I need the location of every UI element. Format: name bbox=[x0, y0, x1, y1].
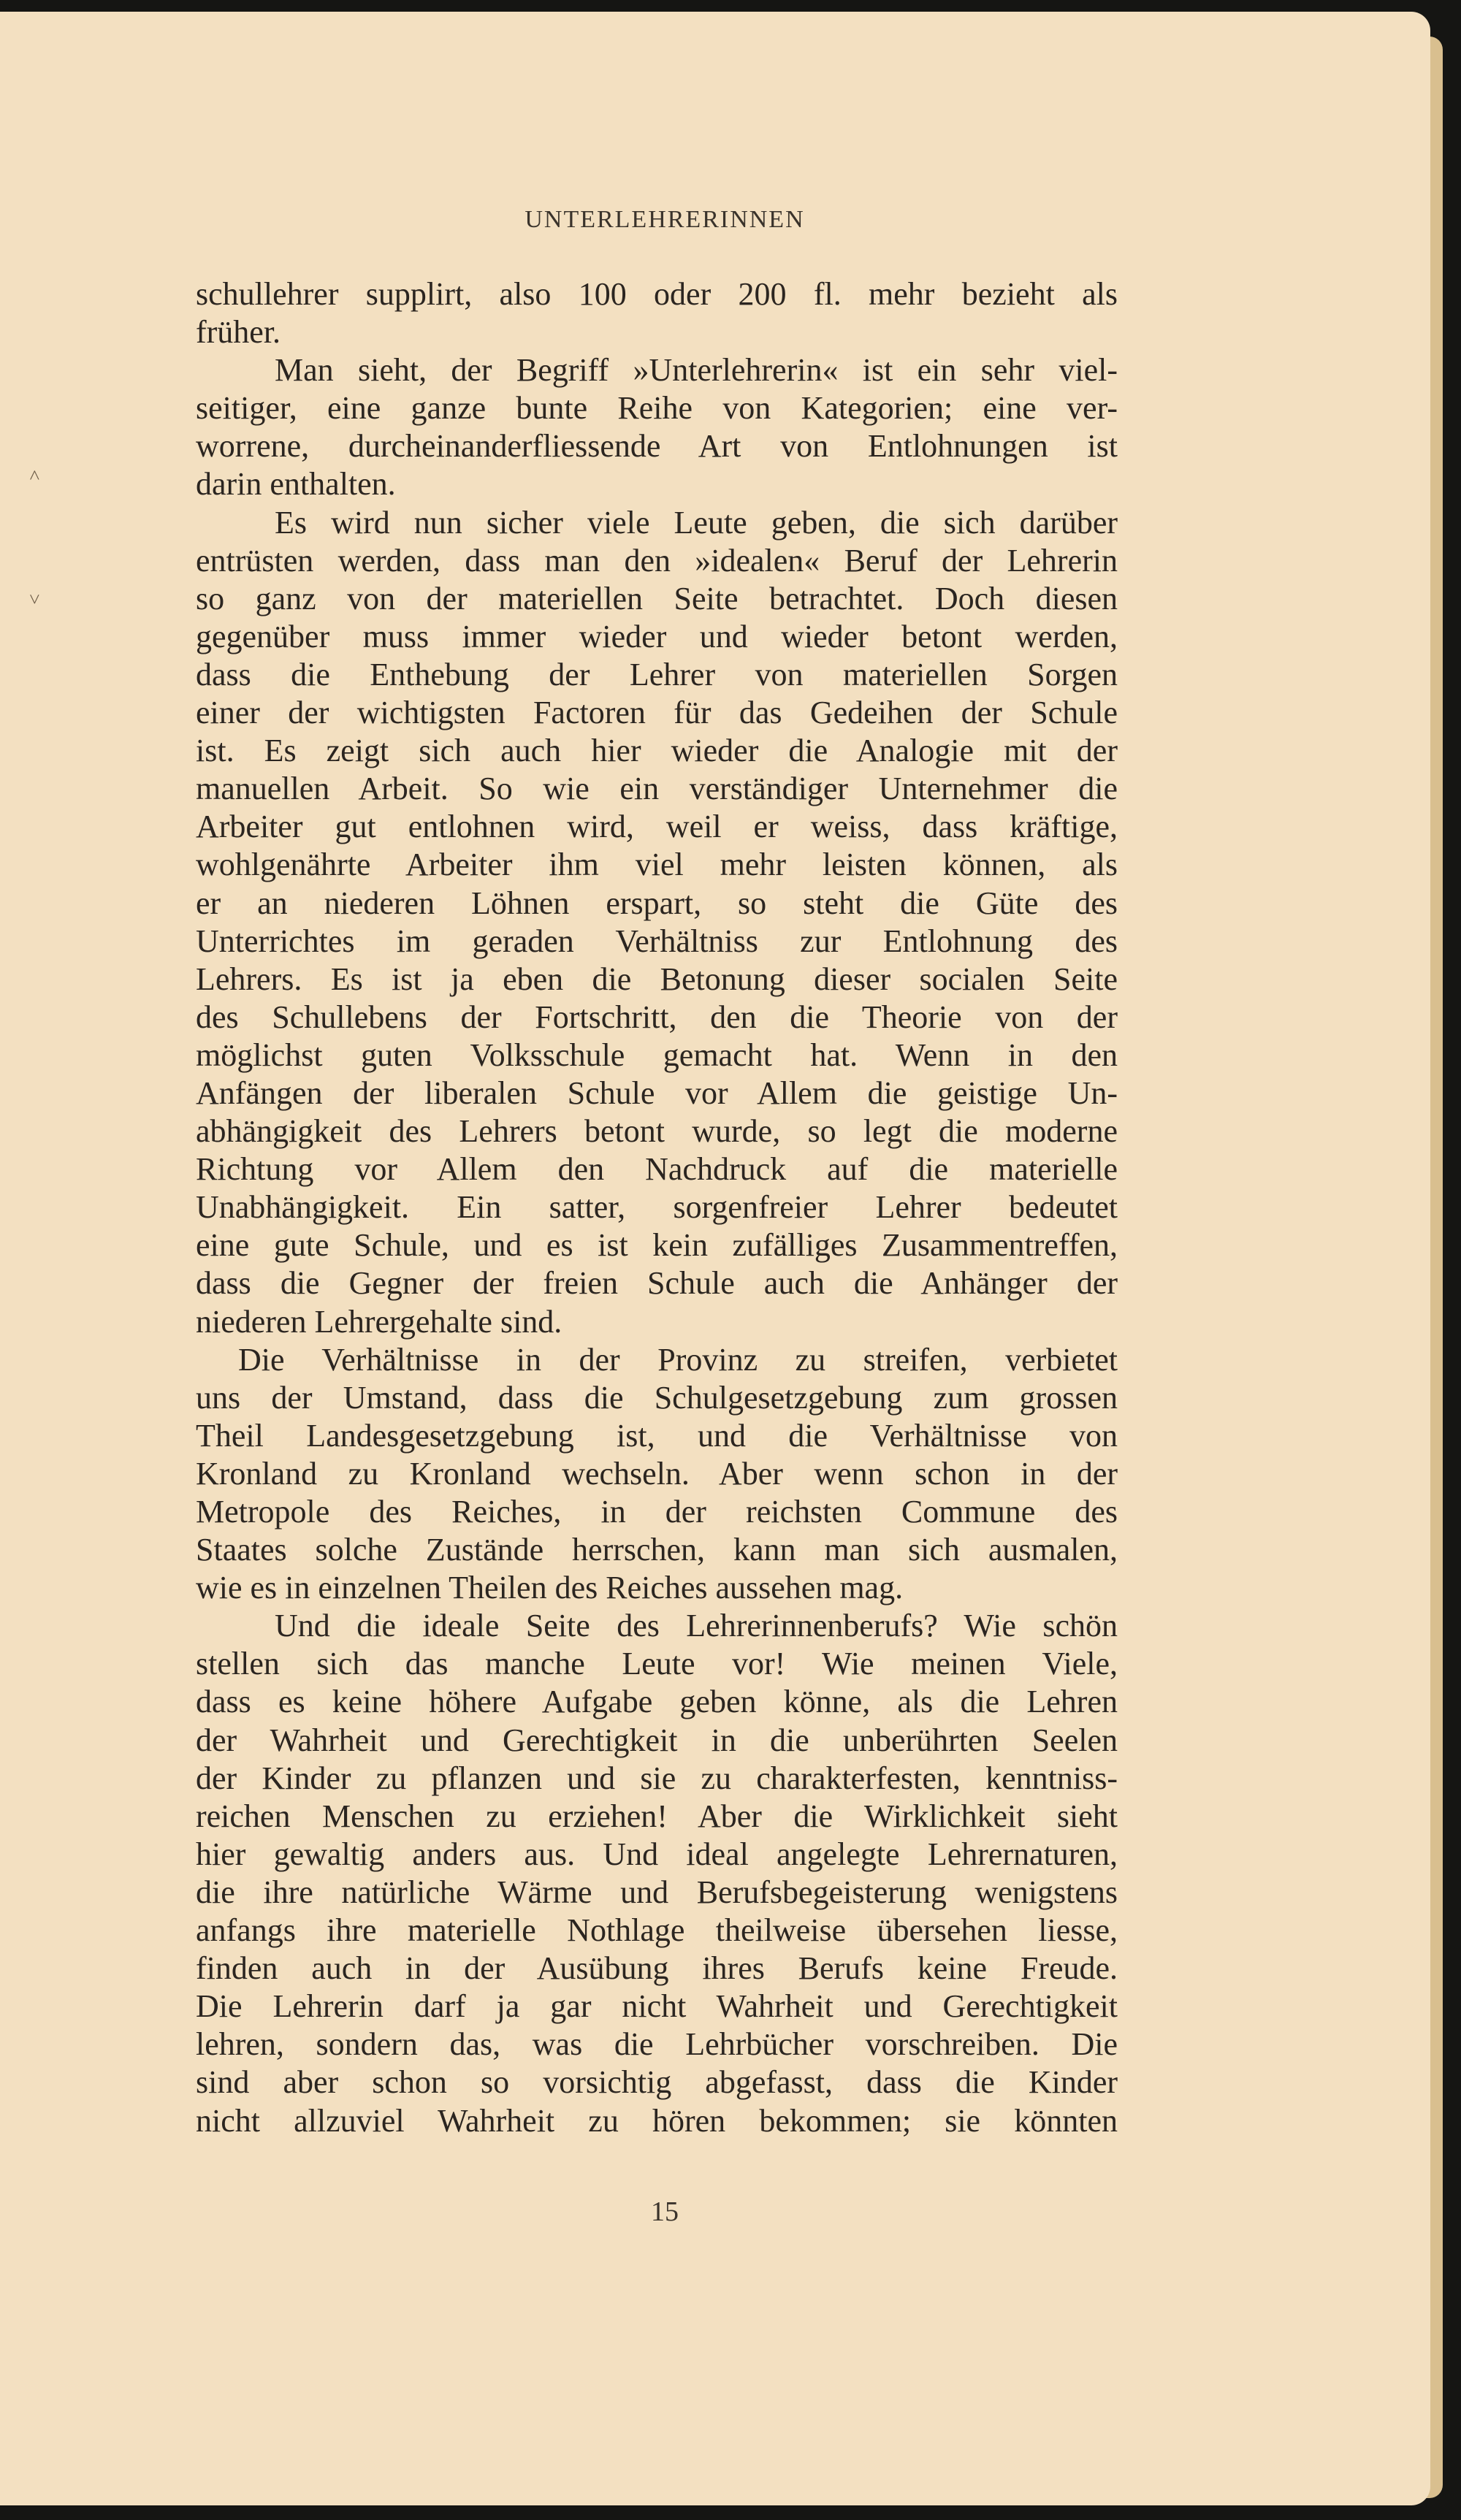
text-line: Unterrichtes im geraden Verhältniss zur Entlohnung des bbox=[196, 923, 1118, 959]
margin-mark: ˄ bbox=[29, 465, 40, 486]
text-line: ist. Es zeigt sich auch hier wieder die Analogie mit der bbox=[196, 733, 1118, 769]
text-line: Die Lehrerin darf ja gar nicht Wahrheit und Gerechtigkeit bbox=[196, 1988, 1118, 2025]
text-line: der Wahrheit und Gerechtigkeit in die unberührten Seelen bbox=[196, 1722, 1118, 1758]
text-line: Anfängen der liberalen Schule vor Allem die geistige Un- bbox=[196, 1074, 1118, 1111]
text-line: er an niederen Löhnen erspart, so steht die Güte des bbox=[196, 885, 1118, 921]
text-line: des Schullebens der Fortschritt, den die Theorie von der bbox=[196, 999, 1118, 1035]
text-line: möglichst guten Volksschule gemacht hat. Wenn in den bbox=[196, 1036, 1118, 1073]
text-line: stellen sich das manche Leute vor! Wie meinen Viele, bbox=[196, 1646, 1118, 1682]
running-head: UNTERLEHRERINNEN bbox=[524, 206, 805, 233]
text-line: Man sieht, der Begriff »Unterlehrerin« ist ein sehr viel- bbox=[275, 352, 1118, 389]
text-line: dass die Enthebung der Lehrer von materiellen Sorgen bbox=[196, 656, 1118, 692]
text-line: Staates solche Zustände herrschen, kann man sich ausmalen, bbox=[196, 1532, 1118, 1568]
text-line: so ganz von der materiellen Seite betrachtet. Doch diesen bbox=[196, 580, 1118, 616]
text-line: der Kinder zu pflanzen und sie zu charakterfesten, kenntniss- bbox=[196, 1760, 1118, 1796]
body-text bbox=[196, 275, 1118, 2140]
margin-mark: ˅ bbox=[29, 589, 40, 610]
text-line: finden auch in der Ausübung ihres Berufs keine Freude. bbox=[196, 1950, 1118, 1987]
page-number: 15 bbox=[651, 2196, 679, 2227]
text-line: niederen Lehrergehalte sind. bbox=[196, 1303, 562, 1340]
text-line: Richtung vor Allem den Nachdruck auf die materielle bbox=[196, 1151, 1118, 1188]
text-line: seitiger, eine ganze bunte Reihe von Kategorien; eine ver- bbox=[196, 390, 1118, 427]
book-page bbox=[0, 12, 1430, 2505]
text-line: darin enthalten. bbox=[196, 466, 396, 503]
text-line: uns der Umstand, dass die Schulgesetzgebung zum grossen bbox=[196, 1379, 1118, 1416]
text-line: entrüsten werden, dass man den »idealen« Beruf der Lehrerin bbox=[196, 542, 1118, 579]
text-line: dass es keine höhere Aufgabe geben könne, als die Lehren bbox=[196, 1684, 1118, 1720]
text-line: früher. bbox=[196, 314, 281, 351]
text-line: hier gewaltig anders aus. Und ideal angelegte Lehrernaturen, bbox=[196, 1836, 1118, 1872]
text-line: anfangs ihre materielle Nothlage theilweise übersehen liesse, bbox=[196, 1912, 1118, 1949]
text-line: manuellen Arbeit. So wie ein verständiger Unternehmer die bbox=[196, 771, 1118, 807]
text-line: Metropole des Reiches, in der reichsten Commune des bbox=[196, 1494, 1118, 1530]
text-line: abhängigkeit des Lehrers betont wurde, so legt die moderne bbox=[196, 1113, 1118, 1150]
text-line: die ihre natürliche Wärme und Berufsbegeisterung wenigstens bbox=[196, 1874, 1118, 1910]
text-line: reichen Menschen zu erziehen! Aber die Wirklichkeit sieht bbox=[196, 1798, 1118, 1834]
text-line: dass die Gegner der freien Schule auch die Anhänger der bbox=[196, 1265, 1118, 1302]
text-line: Theil Landesgesetzgebung ist, und die Verhältnisse von bbox=[196, 1417, 1118, 1454]
text-line: Kronland zu Kronland wechseln. Aber wenn schon in der bbox=[196, 1455, 1118, 1492]
text-line: Unabhängigkeit. Ein satter, sorgenfreier Lehrer bedeutet bbox=[196, 1189, 1118, 1226]
text-line: Und die ideale Seite des Lehrerinnenberufs? Wie schön bbox=[275, 1608, 1118, 1644]
text-line: einer der wichtigsten Factoren für das Gedeihen der Schule bbox=[196, 695, 1118, 731]
text-line: worrene, durcheinanderfliessende Art von Entlohnungen ist bbox=[196, 428, 1118, 465]
text-line: lehren, sondern das, was die Lehrbücher vorschreiben. Die bbox=[196, 2026, 1118, 2063]
text-line: Es wird nun sicher viele Leute geben, die sich darüber bbox=[275, 504, 1118, 541]
text-line: Arbeiter gut entlohnen wird, weil er weiss, dass kräftige, bbox=[196, 809, 1118, 845]
text-line: Die Verhältnisse in der Provinz zu streifen, verbietet bbox=[238, 1341, 1118, 1378]
text-line: nicht allzuviel Wahrheit zu hören bekommen; sie könnten bbox=[196, 2102, 1118, 2139]
text-line: wie es in einzelnen Theilen des Reiches aussehen mag. bbox=[196, 1570, 904, 1606]
text-line: gegenüber muss immer wieder und wieder betont werden, bbox=[196, 618, 1118, 654]
text-line: sind aber schon so vorsichtig abgefasst, dass die Kinder bbox=[196, 2064, 1118, 2101]
text-line: schullehrer supplirt, also 100 oder 200 fl. mehr bezieht als bbox=[196, 276, 1118, 312]
text-line: Lehrers. Es ist ja eben die Betonung dieser socialen Seite bbox=[196, 961, 1118, 997]
text-line: wohlgenährte Arbeiter ihm viel mehr leisten können, als bbox=[196, 847, 1118, 883]
text-line: eine gute Schule, und es ist kein zufälliges Zusammentreffen, bbox=[196, 1227, 1118, 1264]
